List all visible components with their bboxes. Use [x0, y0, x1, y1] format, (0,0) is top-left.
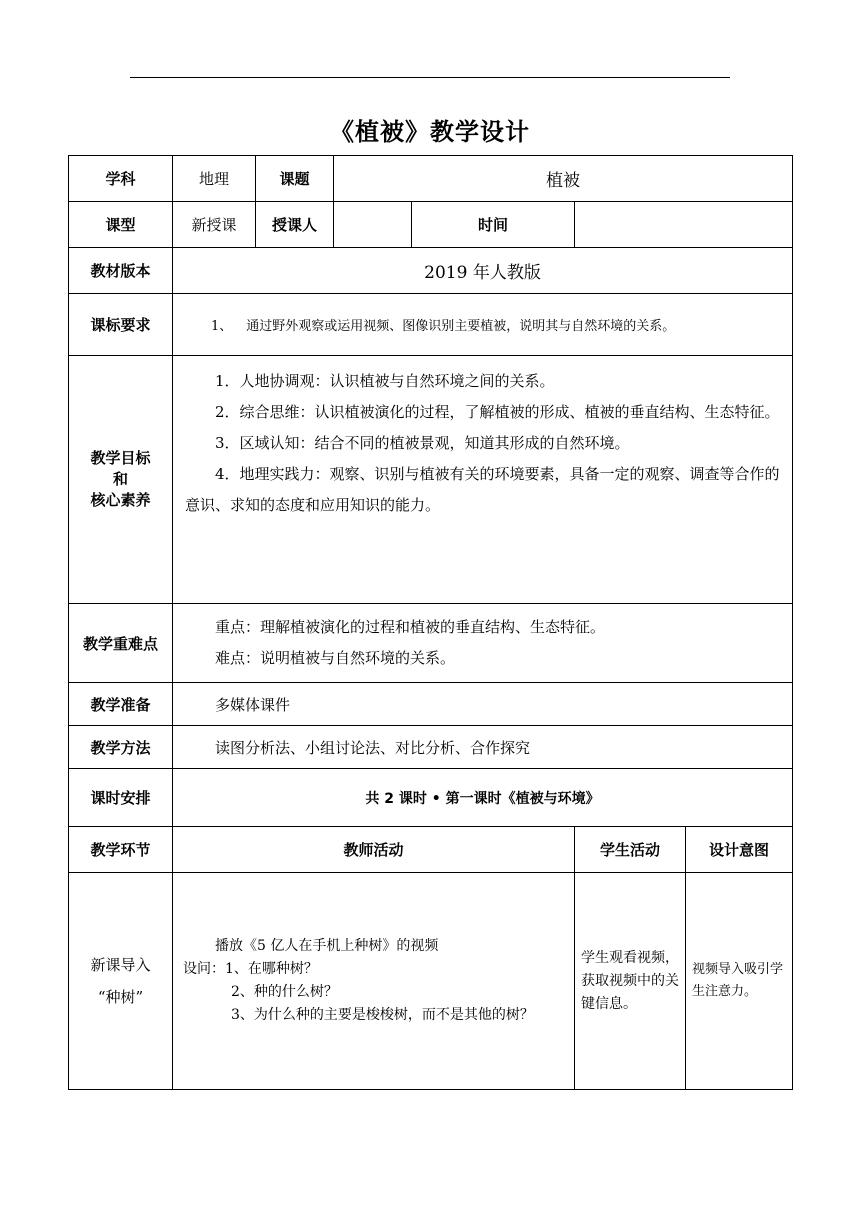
standard-cell	[173, 294, 793, 356]
goals-cell	[173, 356, 793, 604]
time-value	[575, 202, 793, 248]
teacher-value	[334, 202, 412, 248]
goals-label-line1: 教学目标	[90, 449, 151, 467]
row-subject	[69, 156, 793, 202]
edition-value: 2019 年人教版	[173, 248, 793, 294]
row-goals	[69, 356, 793, 604]
row-type	[69, 202, 793, 248]
stage-header: 教学环节	[69, 827, 173, 873]
subject-label: 学科	[69, 156, 173, 202]
standard-label: 课标要求	[69, 294, 173, 356]
keypoints-cell	[173, 604, 793, 683]
intro-stage-line2: “种树”	[97, 988, 144, 1006]
type-value: 新授课	[173, 202, 256, 248]
row-schedule	[69, 769, 793, 827]
prep-value: 多媒体课件	[173, 683, 793, 726]
subject-value: 地理	[173, 156, 256, 202]
lesson-plan-table	[68, 155, 793, 1090]
schedule-value: 共 2 课时 • 第一课时《植被与环境》	[173, 769, 793, 827]
goal-item: 3．区域认知：结合不同的植被景观，知道其形成的自然环境。	[215, 434, 630, 452]
goal-item: 1．人地协调观：认识植被与自然环境之间的关系。	[215, 372, 555, 390]
difficulty-text: 难点：说明植被与自然环境的关系。	[215, 649, 456, 667]
schedule-label: 课时安排	[69, 769, 173, 827]
intro-stage	[69, 873, 173, 1090]
topic-value: 植被	[334, 156, 793, 202]
method-label: 教学方法	[69, 726, 173, 769]
header-rule	[130, 77, 730, 78]
prep-label: 教学准备	[69, 683, 173, 726]
intro-stage-line1: 新课导入	[90, 956, 151, 974]
teacher-line: 3、为什么种的主要是梭梭树，而不是其他的树？	[231, 1007, 534, 1023]
goals-label-line3: 核心素养	[90, 491, 151, 509]
goal-item: 2．综合思维：认识植被演化的过程，了解植被的形成、植被的垂直结构、生态特征。	[215, 403, 780, 421]
edition-label: 教材版本	[69, 248, 173, 294]
row-keypoints	[69, 604, 793, 683]
type-label: 课型	[69, 202, 173, 248]
document-title: 《植被》教学设计	[330, 118, 530, 146]
intro-teacher-activity	[173, 873, 575, 1090]
row-edition	[69, 248, 793, 294]
topic-label: 课题	[256, 156, 334, 202]
goals-label-line2: 和	[112, 470, 128, 488]
method-value: 读图分析法、小组讨论法、对比分析、合作探究	[173, 726, 793, 769]
standard-text: 通过野外观察或运用视频、图像识别主要植被，说明其与自然环境的关系。	[246, 319, 676, 334]
row-standard	[69, 294, 793, 356]
goal-item: 4．地理实践力：观察、识别与植被有关的环境要素，具备一定的观察、调查等合作的意识、求知的态度和应用知识的能力。	[185, 465, 780, 514]
row-prep	[69, 683, 793, 726]
design-intent-header: 设计意图	[686, 827, 793, 873]
teacher-label: 授课人	[256, 202, 334, 248]
student-activity-header: 学生活动	[575, 827, 686, 873]
row-process-header	[69, 827, 793, 873]
row-intro	[69, 873, 793, 1090]
focus-text: 重点：理解植被演化的过程和植被的垂直结构、生态特征。	[215, 618, 606, 636]
standard-number: 1、	[211, 319, 233, 334]
intro-student-activity: 学生观看视频，获取视频中的关键信息。	[575, 873, 686, 1090]
row-method	[69, 726, 793, 769]
teacher-line: 设问：1、在哪种树？	[183, 961, 318, 977]
teacher-line: 2、种的什么树？	[231, 984, 338, 1000]
time-label: 时间	[412, 202, 575, 248]
teacher-activity-header: 教师活动	[173, 827, 575, 873]
teacher-line: 播放《5 亿人在手机上种树》的视频	[215, 938, 439, 954]
keypoints-label: 教学重难点	[69, 604, 173, 683]
goals-label	[69, 356, 173, 604]
intro-design-intent: 视频导入吸引学生注意力。	[686, 873, 793, 1090]
